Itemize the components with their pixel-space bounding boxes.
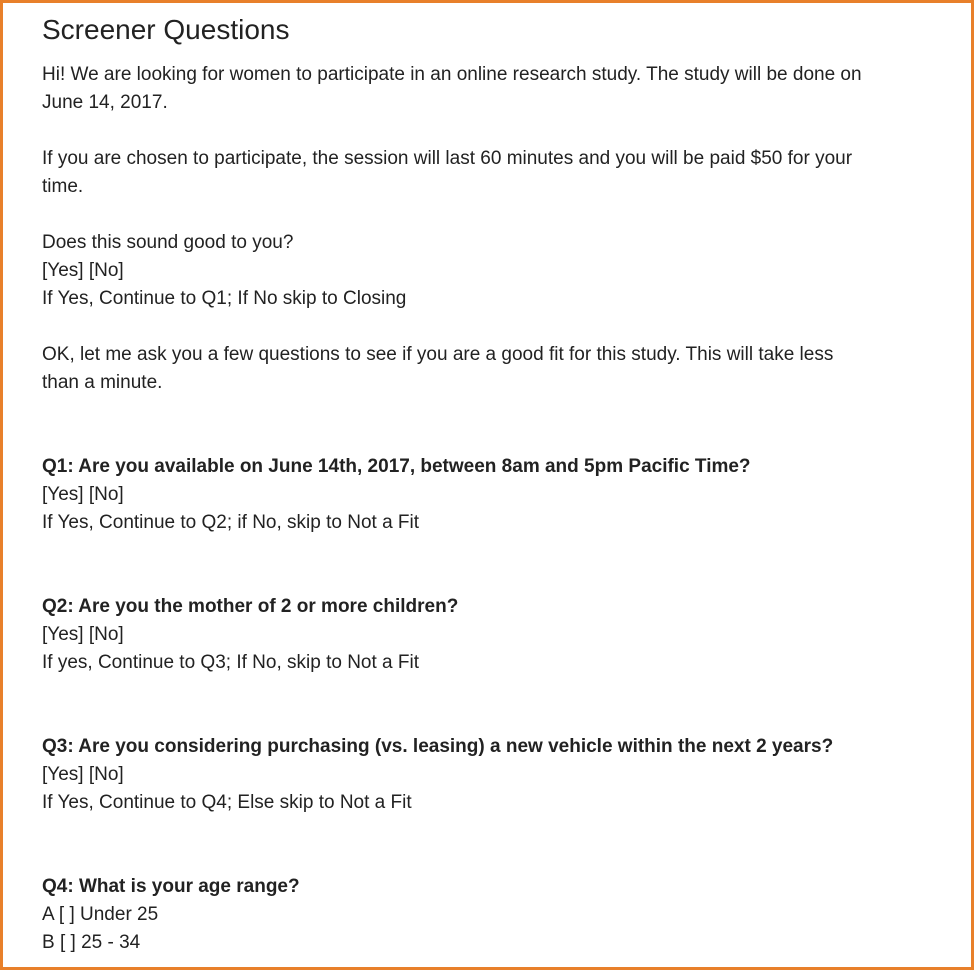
transition-line-2: than a minute. [42, 372, 163, 393]
q3-routing: If Yes, Continue to Q4; Else skip to Not a Fit [42, 792, 412, 813]
sound-good-question: Does this sound good to you? [42, 232, 294, 253]
sound-good-options: [Yes] [No] [42, 260, 124, 281]
document-content [42, 13, 941, 957]
session-line-1: If you are chosen to participate, the session will last 60 minutes and you will be paid $50 for your [42, 148, 853, 169]
q2-heading: Q2: Are you the mother of 2 or more children? [42, 596, 459, 617]
spacer [42, 817, 941, 873]
spacer [42, 201, 941, 229]
intro-line-2: June 14, 2017. [42, 92, 168, 113]
spacer [42, 313, 941, 341]
q1-heading: Q1: Are you available on June 14th, 2017, between 8am and 5pm Pacific Time? [42, 456, 751, 477]
q4-heading: Q4: What is your age range? [42, 876, 300, 897]
q2-routing: If yes, Continue to Q3; If No, skip to Not a Fit [42, 652, 419, 673]
q3-heading: Q3: Are you considering purchasing (vs. leasing) a new vehicle within the next 2 years? [42, 736, 834, 757]
q4-choice-b: B [ ] 25 - 34 [42, 932, 141, 953]
transition-line-1: OK, let me ask you a few questions to see if you are a good fit for this study. This will take less [42, 344, 834, 365]
page-title: Screener Questions [42, 14, 290, 45]
spacer [42, 537, 941, 593]
sound-good-routing: If Yes, Continue to Q1; If No skip to Closing [42, 288, 407, 309]
spacer [42, 677, 941, 733]
session-line-2: time. [42, 176, 84, 197]
q1-options: [Yes] [No] [42, 484, 124, 505]
q4-choice-a: A [ ] Under 25 [42, 904, 159, 925]
intro-line-1: Hi! We are looking for women to participate in an online research study. The study will be done on [42, 64, 862, 85]
spacer [42, 397, 941, 453]
q1-routing: If Yes, Continue to Q2; if No, skip to Not a Fit [42, 512, 420, 533]
q3-options: [Yes] [No] [42, 764, 124, 785]
q2-options: [Yes] [No] [42, 624, 124, 645]
spacer [42, 117, 941, 145]
